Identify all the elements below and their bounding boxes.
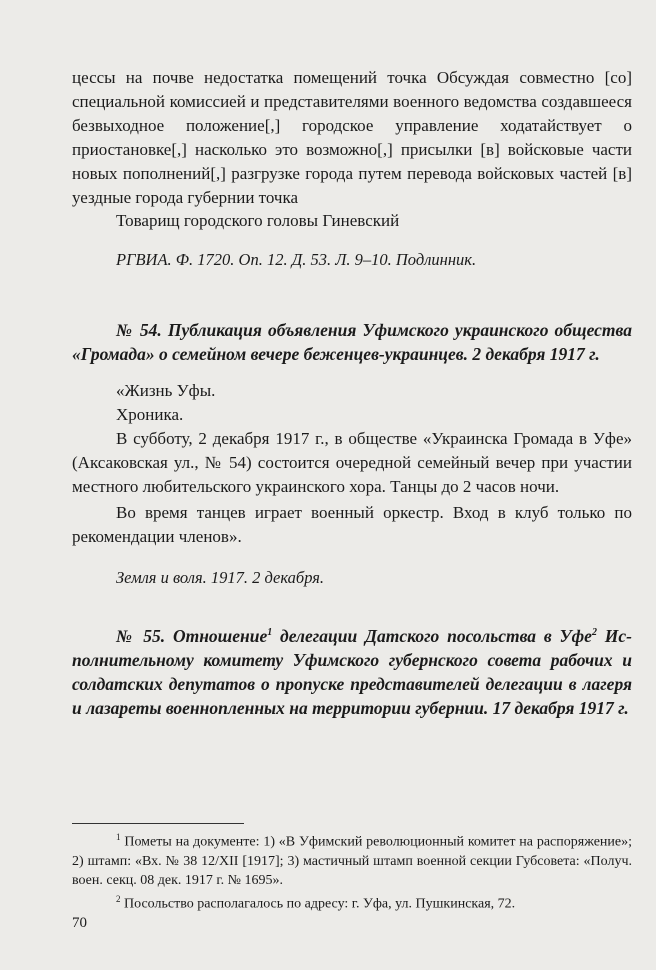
doc54-source-block	[72, 566, 632, 590]
body-top	[72, 66, 632, 210]
doc54-source: Земля и воля. 1917. 2 декабря.	[116, 568, 325, 587]
footnote-2-mark: 2	[116, 893, 121, 904]
footnote-1-mark: 1	[116, 832, 121, 842]
doc55-heading-block	[72, 624, 632, 720]
footnote-1-text: Пометы на документе: 1) «В Уфимский революционный комитет на распоряжение»; 2) штамп: «Вх. № 38 12/XII [1917]; 3) мастичный штамп военной секции Губсовета: «Получ. воен. секц. 08 дек. 1917 г. № 1695».	[72, 834, 632, 888]
doc54-paragraph-2: Хроника.	[116, 405, 184, 424]
doc54-body	[72, 379, 632, 549]
footnotes	[72, 828, 632, 913]
footnote-2	[72, 890, 632, 914]
doc54-heading: № 54. Публикация объявления Уфимского украинского общества «Громада» о семейном вечере беженцев-украинцев. 2 декабря 1917 г.	[72, 320, 632, 364]
signature-block	[72, 209, 632, 233]
doc54-paragraph-4: Во время танцев играет военный оркестр. Вход в клуб только по рекомендации членов».	[72, 503, 632, 546]
doc55-heading-part-c: Исполнительному комитету Уфимского губернского совета рабочих и солдатских депутатов о пропуске представителей делегации в лагеря и лазареты военнопленных на территории губернии. 17 декабря 1917 г.	[72, 626, 632, 718]
page-number: 70	[72, 915, 87, 931]
source-citation-53: РГВИА. Ф. 1720. Оп. 12. Д. 53. Л. 9–10. Подлинник.	[116, 250, 477, 269]
body-top-paragraph: цессы на почве недостатка помещений точка Обсуждая совместно [со] специальной комиссией и представителями военного ведомства создавшееся безвыходное положение[,] городское управление ходатайствует о приостановке[,] насколько это возможно[,] присылки [в] войсковые части новых пополнений[,] разгрузке города путем перевода войсковых частей [в] уездные города губернии точка	[72, 68, 632, 207]
signature: Товарищ городского головы Гиневский	[116, 211, 400, 230]
doc54-paragraph-3: В субботу, 2 декабря 1917 г., в обществе «Украинска Громада в Уфе» (Аксаковская ул., № 54) состоится очередной семейный вечер при участии местного любительского украинского хора. Танцы до 2 часов ночи.	[72, 429, 632, 496]
doc55-heading-part-b: делегации Датского посольства в Уфе	[272, 626, 592, 646]
footnote-ref-2: 2	[591, 627, 597, 639]
footnote-1	[72, 828, 632, 890]
doc54-paragraph-1: «Жизнь Уфы.	[116, 381, 216, 400]
footnote-divider	[72, 823, 244, 824]
source-53	[72, 248, 632, 272]
doc55-heading-part-a: № 55. Отношение	[116, 626, 268, 646]
doc54-heading-block	[72, 318, 632, 366]
footnote-ref-1: 1	[267, 627, 273, 639]
doc55-heading	[72, 624, 632, 720]
footnote-2-text: Посольство располагалось по адресу: г. Уфа, ул. Пушкинская, 72.	[120, 896, 516, 912]
